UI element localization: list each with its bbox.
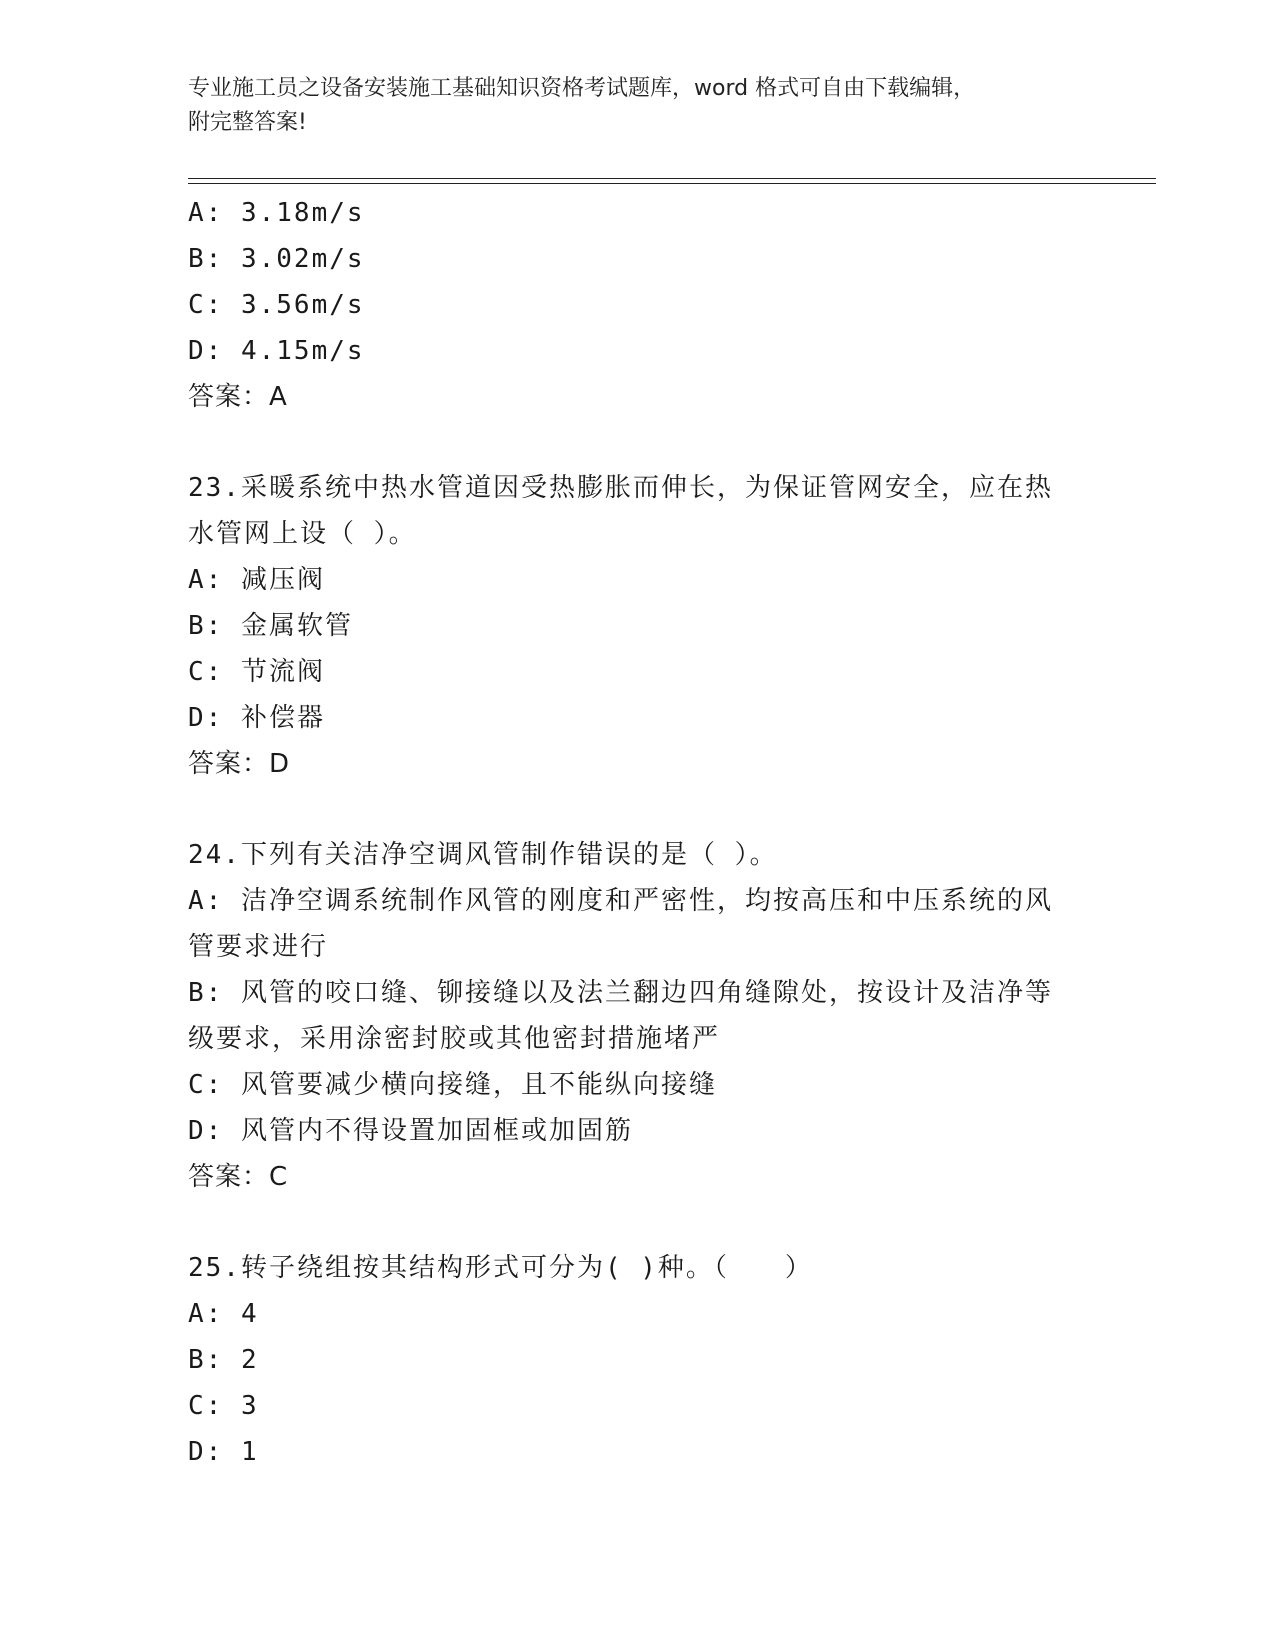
option-d: D: 风管内不得设置加固框或加固筋: [188, 1116, 633, 1146]
option-d: D: 1: [188, 1437, 259, 1467]
option-c: C: 节流阀: [188, 657, 325, 687]
option-b-line-2: 级要求，采用涂密封胶或其他密封措施堵严: [188, 1024, 721, 1054]
question-stem: 25.转子绕组按其结构形式可分为( )种。（ ）: [188, 1253, 813, 1283]
option-b: B: 金属软管: [188, 611, 353, 641]
option-a-line-1: A: 洁净空调系统制作风管的刚度和严密性，均按高压和中压系统的风: [188, 886, 1053, 916]
question-stem-line-2: 水管网上设（ ）。: [188, 519, 417, 549]
header-line-1: 专业施工员之设备安装施工基础知识资格考试题库，word 格式可自由下载编辑，: [188, 76, 976, 101]
page-header: [188, 72, 1088, 140]
option-b: B: 2: [188, 1345, 259, 1375]
option-c: C: 3.56m/s: [188, 290, 365, 320]
header-divider: [188, 178, 1156, 184]
question-list: [188, 190, 1088, 1475]
header-line-2: 附完整答案!: [188, 110, 307, 135]
option-b: B: 3.02m/s: [188, 244, 365, 274]
option-c: C: 风管要减少横向接缝，且不能纵向接缝: [188, 1070, 717, 1100]
option-b-line-1: B: 风管的咬口缝、铆接缝以及法兰翻边四角缝隙处，按设计及洁净等: [188, 978, 1053, 1008]
answer: 答案：A: [188, 382, 288, 412]
question-23: [188, 465, 1088, 787]
answer: 答案：C: [188, 1162, 289, 1192]
option-a-line-2: 管要求进行: [188, 932, 329, 962]
option-a: A: 3.18m/s: [188, 198, 365, 228]
question-24: [188, 832, 1088, 1200]
option-d: D: 4.15m/s: [188, 336, 365, 366]
question-22: [188, 190, 1088, 420]
option-d: D: 补偿器: [188, 703, 325, 733]
answer: 答案：D: [188, 749, 291, 779]
option-a: A: 减压阀: [188, 565, 325, 595]
question-stem: 24.下列有关洁净空调风管制作错误的是（ ）。: [188, 840, 778, 870]
option-a: A: 4: [188, 1299, 259, 1329]
question-25: [188, 1245, 1088, 1475]
question-stem-line-1: 23.采暖系统中热水管道因受热膨胀而伸长，为保证管网安全，应在热: [188, 473, 1053, 503]
option-c: C: 3: [188, 1391, 259, 1421]
